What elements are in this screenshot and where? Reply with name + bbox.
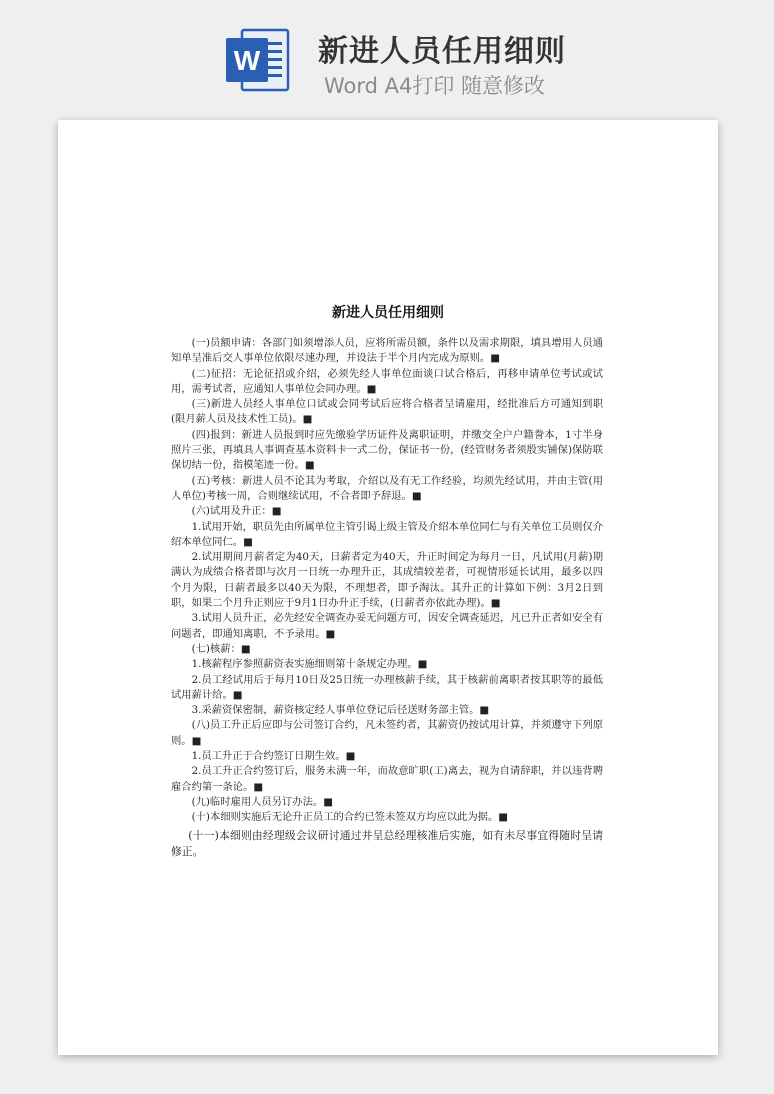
document-body <box>171 336 603 860</box>
paragraph: (一)员额申请：各部门如须增添人员，应将所需员额，条件以及需求期限，填具增用人员通知单呈准后交人事单位依限尽速办理，并设法于半个月内完成为原则。■ <box>171 337 603 365</box>
document-page <box>58 120 718 1055</box>
paragraph: 2.员工经试用后于每月10日及25日统一办理核薪手续，其于核薪前离职者按其职等的最低试用薪计给。■ <box>171 673 603 701</box>
header-banner <box>0 0 774 110</box>
paragraph: (二)征招：无论征招或介绍，必须先经人事单位面谈口试合格后，再移申请单位考试或试用，需考试者，应通知人事单位会同办理。■ <box>171 367 603 395</box>
paragraph: (三)新进人员经人事单位口试或会同考试后应将合格者呈请雇用，经批准后方可通知到职(限月薪人员及技术性工员)。■ <box>171 398 603 426</box>
paragraph: (七)核薪：■ <box>191 642 251 655</box>
paragraph: (六)试用及升正：■ <box>191 505 282 518</box>
paragraph: (十)本细则实施后无论升正员工的合约已签未签双方均应以此为据。■ <box>191 811 508 824</box>
header-title: 新进人员任用细则 <box>318 34 566 69</box>
word-icon-letter: W <box>233 45 261 76</box>
closing-paragraph: (十一)本细则由经理级会议研讨通过并呈总经理核准后实施，如有未尽事宜得随时呈请修正。 <box>171 828 603 858</box>
paragraph: (五)考核：新进人员不论其为考取，介绍以及有无工作经验，均须先经试用，并由主管(用人单位)考核一周，合则继续试用，不合者即予辞退。■ <box>171 474 603 502</box>
paragraph: 1.试用开始，职员先由所属单位主管引谒上级主管及介绍本单位同仁与有关单位工员则仅介绍本单位同仁。■ <box>171 520 603 548</box>
word-document-icon <box>222 24 294 96</box>
paragraph: (四)报到：新进人员报到时应先缴验学历证件及离职证明，并缴交全户户籍誊本，1寸半身照片三张，再填具人事调查基本资料卡一式二份，保证书一份，(经管财务者须殷实铺保)保防联保切结一份，指模笔迹一份。■ <box>171 428 603 472</box>
paragraph: 1.员工升正于合约签订日期生效。■ <box>191 750 356 763</box>
paragraph: 2.员工升正合约签订后，服务未满一年，而故意旷职(工)离去，视为自请辞职，并以违背聘雇合约第一条论。■ <box>171 765 603 793</box>
paragraph: 2.试用期间月薪者定为40天，日薪者定为40天，升正时间定为每月一日，凡试用(月薪)期满认为成绩合格者即与次月一日统一办理升正，其成绩较差者，可视情形延长试用，最多以四个月为限，日薪者最多以40天为限，不理想者，即予淘汰。其升正的计算如下例：3月2日到职，如果二个月升正则应于9月1日办升正手续，(日薪者亦依此办理)。■ <box>171 551 603 610</box>
header-subtitle: Word A4打印 随意修改 <box>324 74 546 98</box>
paragraph: (八)员工升正后应即与公司签订合约，凡未签约者，其薪资仍按试用计算，并须遵守下列原则。■ <box>171 719 603 747</box>
paragraph: 3.试用人员升正，必先经安全调查办妥无问题方可，因安全调查延迟，凡已升正者如安全有问题者，即通知离职，不予录用。■ <box>171 612 603 640</box>
paragraph: (九)临时雇用人员另订办法。■ <box>191 795 333 808</box>
document-title: 新进人员任用细则 <box>332 305 444 321</box>
paragraph: 1.核薪程序参照薪资表实施细则第十条规定办理。■ <box>191 658 428 671</box>
paragraph: 3.采薪资保密制，薪资核定经人事单位登记后径送财务部主管。■ <box>191 704 490 717</box>
